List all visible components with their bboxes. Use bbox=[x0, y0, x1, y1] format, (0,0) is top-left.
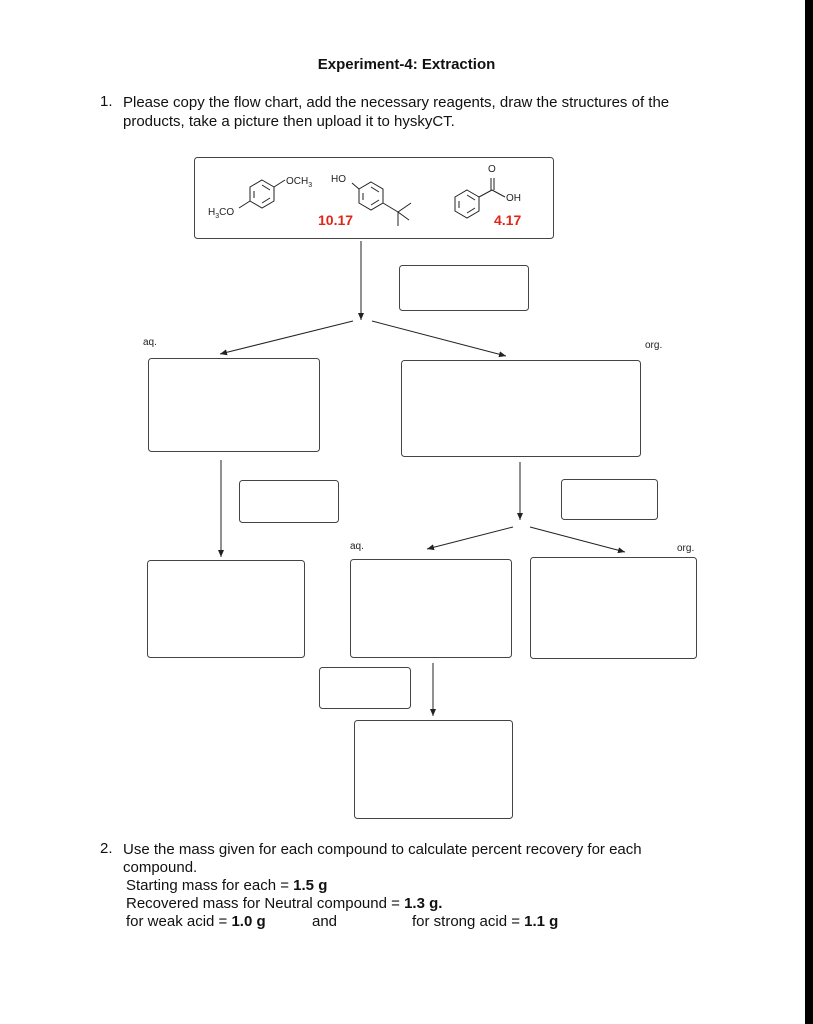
org-label-right: org. bbox=[645, 340, 663, 351]
phenol-pka-value: 10.17 bbox=[318, 212, 354, 228]
question-1-line-2: products, take a picture then upload it to hyskyCT. bbox=[123, 113, 455, 130]
arrow-split2-aq bbox=[427, 527, 513, 549]
and-text: and bbox=[312, 913, 338, 930]
aqueous-layer-box bbox=[149, 359, 320, 452]
neutral-mass-line: Recovered mass for Neutral compound = 1.3 g. bbox=[126, 895, 443, 912]
weak-acid-mass-line: for weak acid = 1.0 g bbox=[126, 913, 266, 930]
reagent-box-4 bbox=[320, 668, 411, 709]
acid-pka-value: 4.17 bbox=[494, 212, 522, 228]
anisole-och3-label: $OCH_3$ bbox=[286, 176, 313, 189]
org-label-bottom: org. bbox=[677, 543, 695, 554]
page-title: Experiment-4: Extraction bbox=[317, 56, 496, 73]
organic-layer-box bbox=[402, 361, 641, 457]
phenol-ho-label: HO bbox=[331, 174, 346, 185]
strong-acid-mass-line: for strong acid = 1.1 g bbox=[412, 913, 559, 930]
final-product-box bbox=[355, 721, 513, 819]
strong-acid-aq-box bbox=[351, 560, 512, 658]
question-1-number: 1. bbox=[100, 93, 113, 110]
question-1-line-1: Please copy the flow chart, add the necessary reagents, draw the structures of the bbox=[123, 94, 670, 111]
reagent-box-1 bbox=[400, 266, 529, 311]
question-2-number: 2. bbox=[100, 840, 113, 857]
starting-mass-line: Starting mass for each = 1.5 g bbox=[126, 877, 328, 894]
acid-carbonyl-o-label: O bbox=[488, 164, 496, 175]
reagent-box-3 bbox=[562, 480, 658, 520]
reagent-box-2 bbox=[240, 481, 339, 523]
arrow-split-aq bbox=[220, 321, 353, 354]
anisole-h3co-label: $H_3CO$ bbox=[208, 207, 235, 220]
neutral-org-box bbox=[531, 558, 697, 659]
arrow-split2-org bbox=[530, 527, 625, 552]
arrow-split-org bbox=[372, 321, 506, 356]
question-2-line-2: compound. bbox=[123, 859, 198, 876]
aq-label-left: aq. bbox=[143, 337, 157, 348]
question-2-line-1: Use the mass given for each compound to calculate percent recovery for each bbox=[123, 841, 642, 858]
weak-acid-product-box bbox=[148, 561, 305, 658]
acid-oh-label: OH bbox=[506, 193, 521, 204]
aq-label-mid: aq. bbox=[350, 541, 364, 552]
